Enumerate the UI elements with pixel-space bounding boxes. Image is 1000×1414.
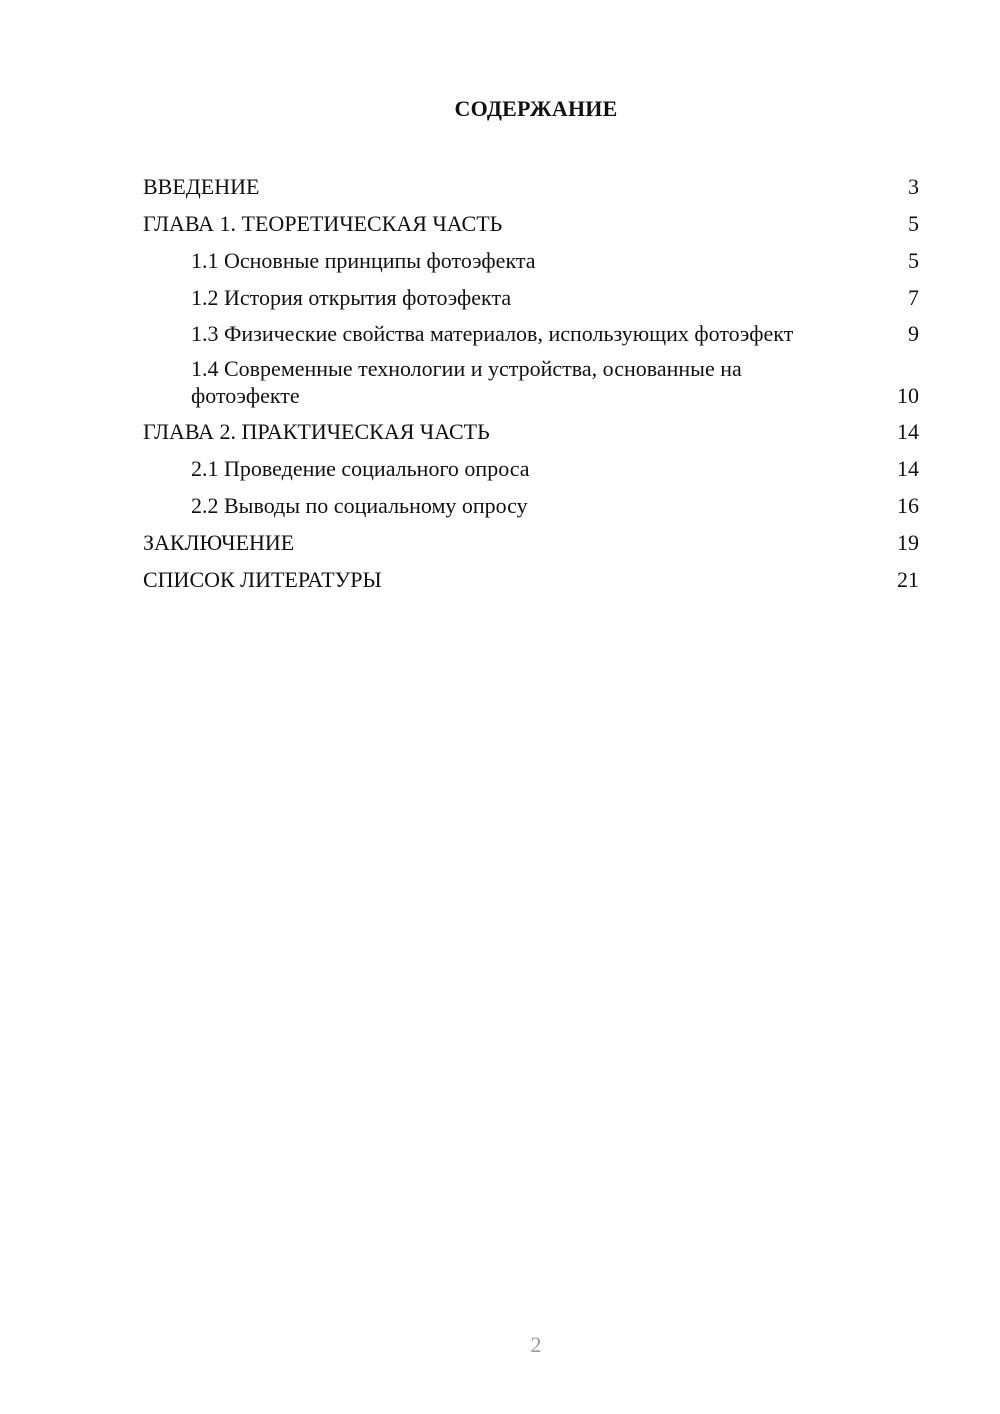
toc-entry-page: 19 (897, 530, 919, 555)
toc-entry-label: ГЛАВА 2. ПРАКТИЧЕСКАЯ ЧАСТЬ (143, 419, 490, 444)
toc-entry-chapter-1[interactable] (143, 205, 919, 242)
toc-entry-page: 21 (897, 567, 919, 592)
toc-entry-label: ЗАКЛЮЧЕНИЕ (143, 530, 295, 555)
toc-entry-page: 7 (908, 285, 919, 310)
toc-entry-section-2-1[interactable] (143, 450, 919, 487)
toc-entry-introduction[interactable] (143, 168, 919, 205)
table-of-contents (143, 168, 919, 598)
toc-entry-chapter-2[interactable] (143, 413, 919, 450)
toc-entry-bibliography[interactable] (143, 561, 919, 598)
toc-entry-label: 1.2 История открытия фотоэфекта (191, 285, 512, 310)
toc-entry-section-1-3[interactable] (143, 316, 919, 351)
toc-entry-label: 1.4 Современные технологии и устройства, основанные на фотоэфекте (191, 356, 742, 408)
page-title: СОДЕРЖАНИЕ (454, 96, 618, 121)
toc-entry-label: ВВЕДЕНИЕ (143, 174, 260, 199)
toc-entry-page: 5 (908, 211, 919, 236)
page-number: 2 (530, 1332, 542, 1357)
toc-entry-page: 10 (897, 383, 919, 408)
toc-entry-label: 1.3 Физические свойства материалов, использующих фотоэфект (191, 321, 794, 346)
toc-entry-label: 2.2 Выводы по социальному опросу (191, 493, 528, 518)
toc-entry-page: 3 (908, 174, 919, 199)
toc-entry-label: ГЛАВА 1. ТЕОРЕТИЧЕСКАЯ ЧАСТЬ (143, 211, 503, 236)
toc-entry-page: 16 (897, 493, 919, 518)
toc-entry-page: 14 (897, 456, 919, 481)
toc-entry-section-1-2[interactable] (143, 279, 919, 316)
toc-entry-section-2-2[interactable] (143, 487, 919, 524)
toc-entry-page: 9 (908, 321, 919, 346)
toc-entry-label: СПИСОК ЛИТЕРАТУРЫ (143, 567, 382, 592)
toc-entry-label: 1.1 Основные принципы фотоэфекта (191, 248, 536, 273)
toc-entry-page: 5 (908, 248, 919, 273)
toc-entry-page: 14 (897, 419, 919, 444)
toc-entry-conclusion[interactable] (143, 524, 919, 561)
toc-entry-label: 2.1 Проведение социального опроса (191, 456, 530, 481)
toc-entry-section-1-4[interactable] (143, 351, 919, 413)
toc-entry-section-1-1[interactable] (143, 242, 919, 279)
